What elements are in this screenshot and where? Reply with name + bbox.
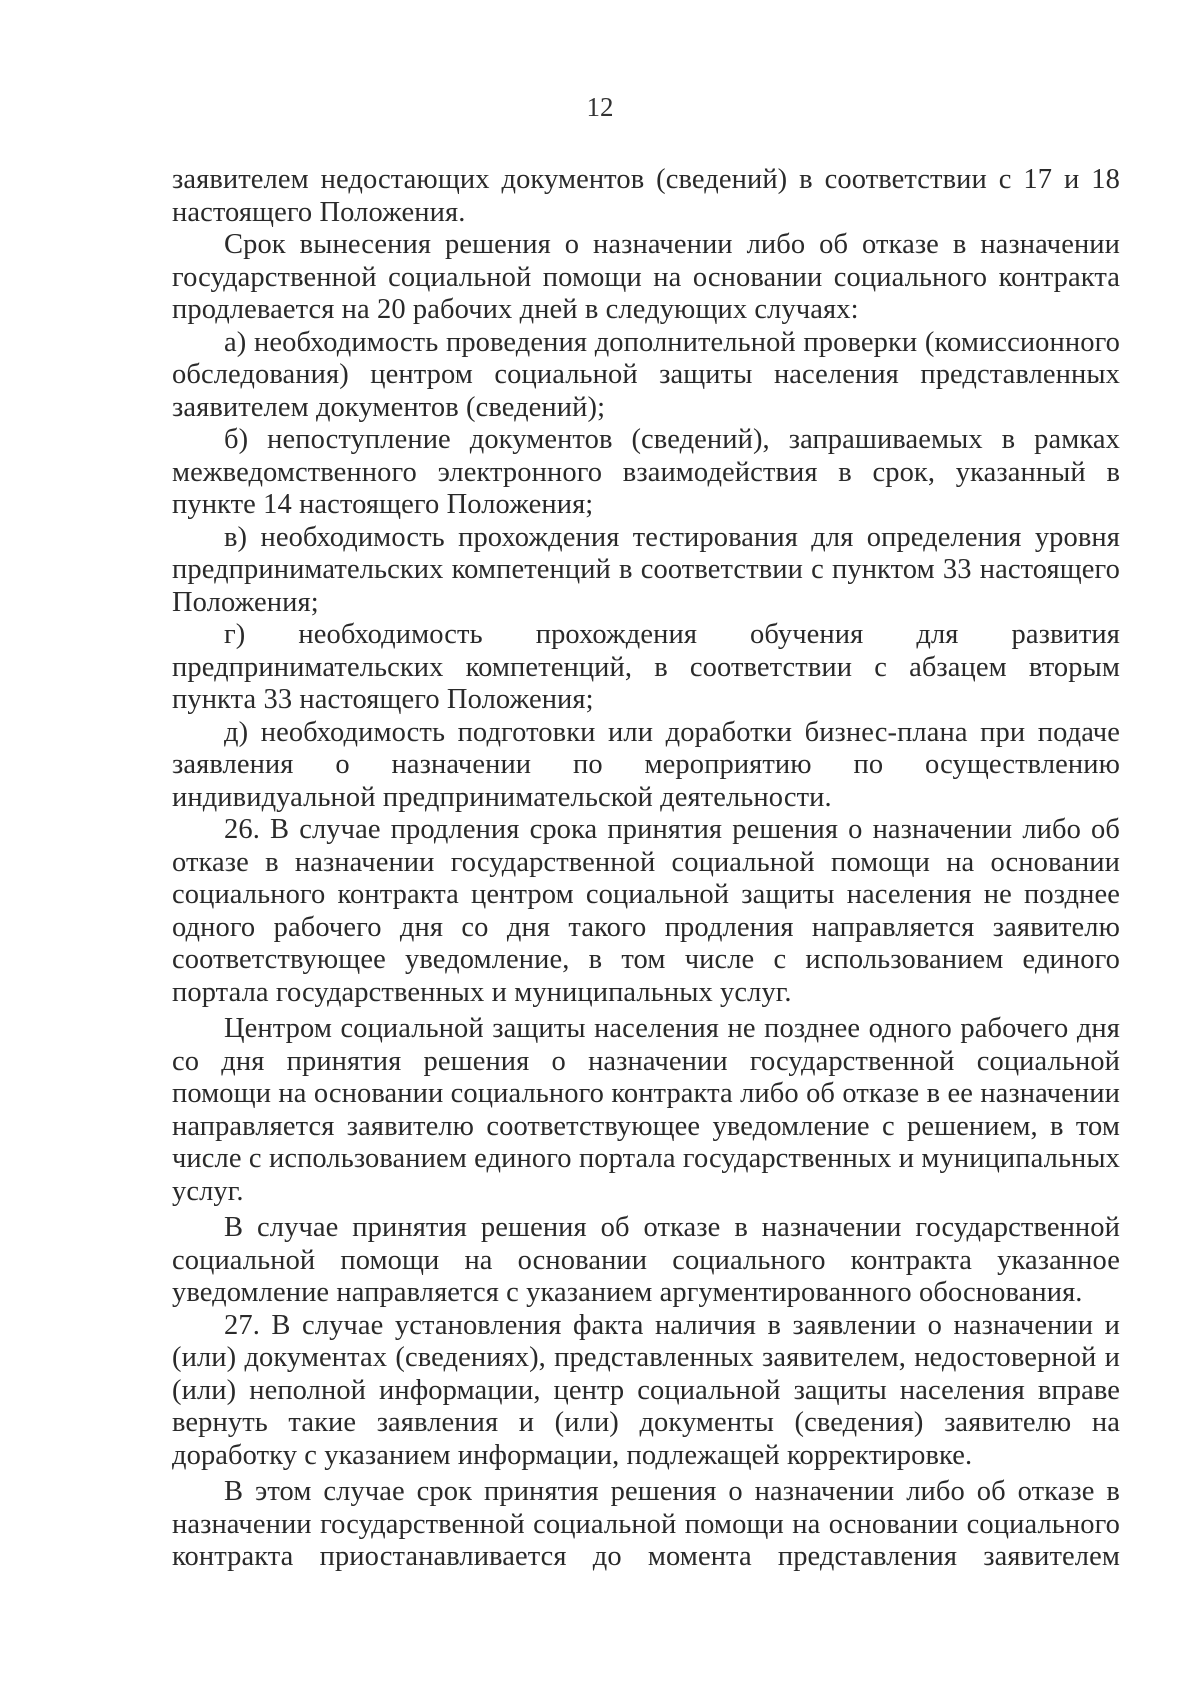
- paragraph-continuation: заявителем недостающих документов (сведений) в соответствии с 17 и 18 настоящего Положения.: [172, 164, 1120, 228]
- paragraph-deadline-extension: Срок вынесения решения о назначении либо об отказе в назначении государственной социальной помощи на основании социального контракта продлевается на 20 рабочих дней в следующих случаях:: [172, 229, 1120, 325]
- list-item-v: в) необходимость прохождения тестирования для определения уровня предпринимательских компетенций в соответствии с пунктом 33 настоящего Положения;: [172, 521, 1120, 618]
- document-body: [172, 164, 1120, 1574]
- list-item-d: д) необходимость подготовки или доработки бизнес-плана при подаче заявления о назначении по мероприятию по осуществлению индивидуальной предпринимательской деятельности.: [172, 716, 1120, 813]
- paragraph-notification: Центром социальной защиты населения не позднее одного рабочего дня со дня принятия решения о назначении государственной социальной помощи на основании социального контракта либо об отказе в ее назначении направляется заявителю соответствующее уведомление с решением, в том числе с использованием единого портала государственных и муниципальных услуг.: [172, 1013, 1120, 1207]
- list-item-b: б) непоступление документов (сведений), запрашиваемых в рамках межведомственного электронного взаимодействия в срок, указанный в пункте 14 настоящего Положения;: [172, 424, 1120, 520]
- page-number: 12: [586, 92, 614, 122]
- list-item-a: а) необходимость проведения дополнительной проверки (комиссионного обследования) центром социальной защиты населения представленных заявителем документов (сведений);: [172, 326, 1120, 423]
- clause-26: 26. В случае продления срока принятия решения о назначении либо об отказе в назначении государственной социальной помощи на основании социального контракта центром социальной защиты населения не позднее одного рабочего дня со дня такого продления направляется заявителю соответствующее уведомление, в том числе с использованием единого портала государственных и муниципальных услуг.: [172, 814, 1120, 1008]
- list-item-g: г) необходимость прохождения обучения для развития предпринимательских компетенций, в соответствии с абзацем вторым пункта 33 настоящего Положения;: [172, 619, 1120, 715]
- paragraph-suspension: В этом случае срок принятия решения о назначении либо об отказе в назначении государственной социальной помощи на основании социального контракта приостанавливается до момента представления заявителем: [172, 1476, 1120, 1572]
- paragraph-refusal: В случае принятия решения об отказе в назначении государственной социальной помощи на основании социального контракта указанное уведомление направляется с указанием аргументированного обоснования.: [172, 1212, 1120, 1308]
- clause-27: 27. В случае установления факта наличия в заявлении о назначении и (или) документах (сведениях), представленных заявителем, недостоверной и (или) неполной информации, центр социальной защиты населения вправе вернуть такие заявления и (или) документы (сведения) заявителю на доработку с указанием информации, подлежащей корректировке.: [172, 1309, 1120, 1471]
